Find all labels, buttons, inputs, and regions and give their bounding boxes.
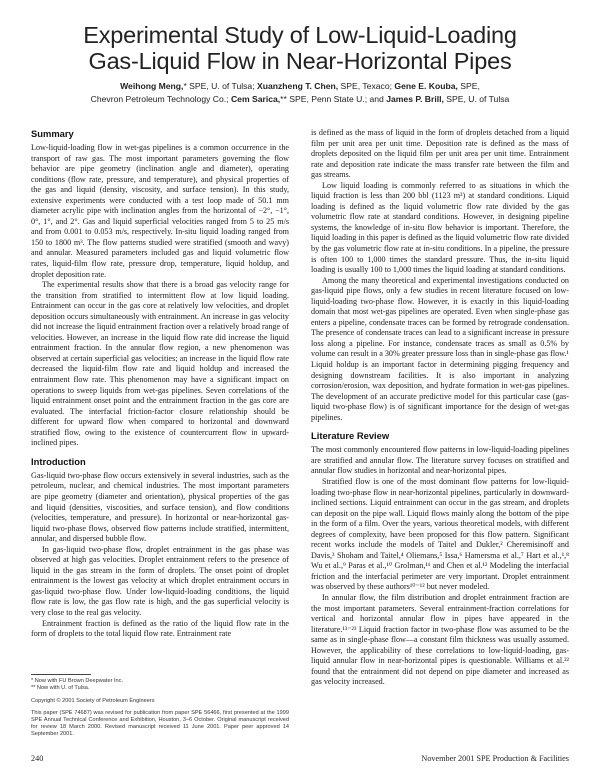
- title-line-2: Gas-Liquid Flow in Near-Horizontal Pipes: [88, 48, 512, 74]
- right-column: [311, 128, 569, 688]
- author-name: Weihong Meng,: [120, 81, 184, 91]
- journal-footer: November 2001 SPE Production & Facilities: [421, 754, 569, 763]
- author-name: Gene E. Kouba,: [394, 81, 458, 91]
- introduction-paragraph: Gas-liquid two-phase flow occurs extensively in several industries, such as the petroleum, nuclear, and chemical industries. The most important parameters are pipe geometry (diameter and orientation), physical properties of the gas and liquid (densities, viscosities, and surface tension), and flow conditions (velocities, temperature, and pressure). In horizontal or near-horizontal gas-liquid two-phase flows, observed flow patterns include stratified, intermittent, annular, and dispersed bubble flow.: [31, 470, 289, 544]
- summary-paragraph: Low-liquid-loading flow in wet-gas pipelines is a common occurrence in the transport of raw gas. The most important parameters governing the flow behavior are pipe geometry (inclination angle and diameter), operating conditions (flow rate, pressure, and temperature), and physical properties of the gas and liquid (density, viscosity, and surface tension). In this study, extensive experiments were conducted with a test loop made of 50.1 mm diameter acrylic pipe with inclination angles from the horizontal of −2°, −1°, 0°, 1°, and 2°. Gas and liquid superficial velocities ranged from 5 to 25 m/s and from 0.001 to 0.053 m/s, respectively. In-situ liquid loading ranged from 150 to 1800 m³. The flow patterns studied were stratified (smooth and wavy) and annular. Measured parameters included gas and liquid volumetric flow rates, liquid-film flow rate, pressure drop, temperature, liquid holdup, and droplet deposition rate.: [31, 143, 289, 279]
- publication-history: This paper (SPE 74687) was revised for publication from paper SPE 56466, first presented at the 1999 SPE Annual Technical Conference and Exhibition, Houston, 3–6 October. Original manuscript received for review 18 March 2000. Revised manuscript received 11 June 2001. Paper peer approved 14 September 2001.: [31, 709, 289, 738]
- body-paragraph: Low liquid loading is commonly referred to as situations in which the liquid fraction is less than 200 bbl (1123 m³) at standard conditions. Liquid loading is defined as the liquid volumetric flow rate divided by the gas volumetric flow rate at standard conditions. However, in designing pipeline systems, the knowledge of in-situ flow behavior is important. Therefore, the liquid loading in this paper is defined as the liquid volumetric flow rate divided by the gas volumetric flow rate at in-situ conditions. In a pipeline, the pressure is often 100 to 1,000 times the standard pressure. Thus, the in-situ liquid loading is usually 100 to 1,000 times the liquid loading at standard conditions.: [311, 180, 569, 275]
- introduction-paragraph: In gas-liquid two-phase flow, droplet entrainment in the gas phase was observed at high gas velocities. Droplet entrainment refers to the presence of liquid in the gas stream in the form of droplets. The onset point of droplet entrainment is the lowest gas velocity at which droplet entrainment occurs in gas-liquid two-phase flow. Under low-liquid-loading conditions, the liquid flow rate is low, the gas flow rate is high, and the gas superficial velocity is very close to the real gas velocity.: [31, 544, 289, 617]
- body-paragraph: In annular flow, the film distribution and droplet entrainment fraction are the most important parameters. Several entrainment-fraction correlations for vertical and horizontal annular flow in pipes have appeared in the literature.¹³⁻²³ Liquid fraction factor in two-phase flow was assumed to be the same as in single-phase flow—a constant film thickness was usually assumed. However, the applicability of these correlations to low-liquid-loading, gas-liquid annular flow in near-horizontal pipes is questionable. Williams et al.²² found that the entrainment did not depend on pipe diameter and increased as gas velocity increased.: [311, 592, 569, 687]
- author-affiliation: * SPE, U. of Tulsa;: [183, 81, 257, 91]
- author-affiliation: SPE,: [457, 81, 480, 91]
- paper-title: [20, 22, 580, 74]
- body-paragraph: The most commonly encountered flow patterns in low-liquid-loading pipelines are stratified and annular flow. The literature survey focuses on stratified and annular flow studies in horizontal and near-horizontal pipes.: [311, 445, 569, 476]
- literature-review-heading: Literature Review: [311, 430, 390, 442]
- author-affiliation: SPE, U. of Tulsa: [443, 94, 510, 104]
- body-paragraph: Among the many theoretical and experimental investigations conducted on gas-liquid pipe flows, only a few studies in recent literature focused on low-liquid-loading two-phase flow. However, it is exactly in this liquid-loading domain that most wet-gas pipelines are operated. Even when single-phase gas enters a pipeline, condensate traces can be formed by retrograde condensation. The presence of condensate traces can lead to a significant increase in pressure loss along a pipeline. For instance, condensate traces as small as 0.5% by volume can result in a 30% greater pressure loss than in single-phase gas flow.¹ Liquid holdup is an important factor in determining pigging frequency and designing downstream facilities. It is also important in analyzing corrosion/erosion, wax deposition, and hydrate formation in wet-gas pipelines. The development of an accurate predictive model for this particular case (gas-liquid two-phase flow) is of significant importance for the design of wet-gas pipelines.: [311, 275, 569, 422]
- footnote-rule: [31, 674, 91, 675]
- copyright-notice: Copyright © 2001 Society of Petroleum Engineers: [31, 698, 155, 705]
- summary-paragraph: The experimental results show that there is a broad gas velocity range for the transition from stratified to intermittent flow at low liquid loading. Entrainment can occur in the gas core at relatively low velocities, and droplet deposition occurs simultaneously with entrainment. An increase in gas velocity did not increase the liquid entrainment fraction over a relatively broad range of velocities. However, an increase in the liquid flow rate did increase the liquid entrainment fraction. In the annular flow region, a new phenomenon was observed at certain superficial gas velocities; an increase in the liquid flow rate decreased the liquid-film flow rate and liquid holdup and increased the entrainment flow rate. This phenomenon may have a significant impact on operations to sweep liquids from wet-gas pipelines. Seven correlations of the liquid entrainment onset point and the entrainment fraction in the gas core are evaluated. The interfacial friction-factor closure relationship should be different for upward flow when compared to horizontal and downward stratified flow, owing to the existence of countercurrent flow in upward-inclined pipes.: [31, 280, 289, 448]
- summary-heading: Summary: [31, 128, 74, 139]
- footnotes: [31, 674, 289, 738]
- title-line-1: Experimental Study of Low-Liquid-Loading: [83, 22, 517, 48]
- footnote: ** Now with U. of Tulsa.: [31, 685, 90, 692]
- author-line-1: [20, 80, 580, 93]
- author-affiliation: Chevron Petroleum Technology Co.;: [90, 94, 231, 104]
- author-line-2: [20, 93, 580, 106]
- author-affiliation: SPE, Texaco;: [338, 81, 395, 91]
- introduction-paragraph: Entrainment fraction is defined as the ratio of the liquid flow rate in the form of droplets to the total liquid flow rate. Entrainment rate: [31, 618, 289, 639]
- author-list: [20, 80, 580, 106]
- author-affiliation: ** SPE, Penn State U.; and: [280, 94, 387, 104]
- body-paragraph: is defined as the mass of liquid in the form of droplets detached from a liquid film per unit area per unit time. Deposition rate is defined as the mass of droplets deposited on the liquid film per unit area per unit time. Entrainment rate and deposition rate indicate the mass transfer rate between the film and gas streams.: [311, 128, 569, 180]
- page-number: 240: [31, 754, 44, 763]
- body-paragraph: Stratified flow is one of the most dominant flow patterns for low-liquid-loading two-phase flow in near-horizontal pipelines, particularly in downward-inclined sections. Liquid entrainment can occur in the gas stream, and droplets can deposit on the pipe wall. Liquid flows mainly along the bottom of the pipe in the form of a film. Over the years, various theoretical models, with different degrees of complexity, have been proposed for this flow pattern. Significant recent works include the models of Taitel and Dukler,² Cheremisinoff and Davis,³ Shoham and Taitel,⁴ Oliemans,⁵ Issa,⁶ Hamersma et al.,⁷ Hart et al.,¹,⁸ Wu et al.,⁹ Paras et al.,¹⁰ Grolman,¹¹ and Chen et al.¹² Modeling the interfacial friction and the interfacial perimeter are very important. Droplet entrainment was observed by these authors¹⁰⁻¹² but never modeled.: [311, 476, 569, 592]
- author-name: James P. Brill,: [386, 94, 444, 104]
- left-column: [31, 128, 289, 640]
- author-name: Xuanzheng T. Chen,: [257, 81, 339, 91]
- footnote: * Now with FU Brown Deepwater Inc.: [31, 678, 124, 684]
- introduction-heading: Introduction: [31, 455, 86, 467]
- author-name: Cem Sarica,: [230, 94, 281, 104]
